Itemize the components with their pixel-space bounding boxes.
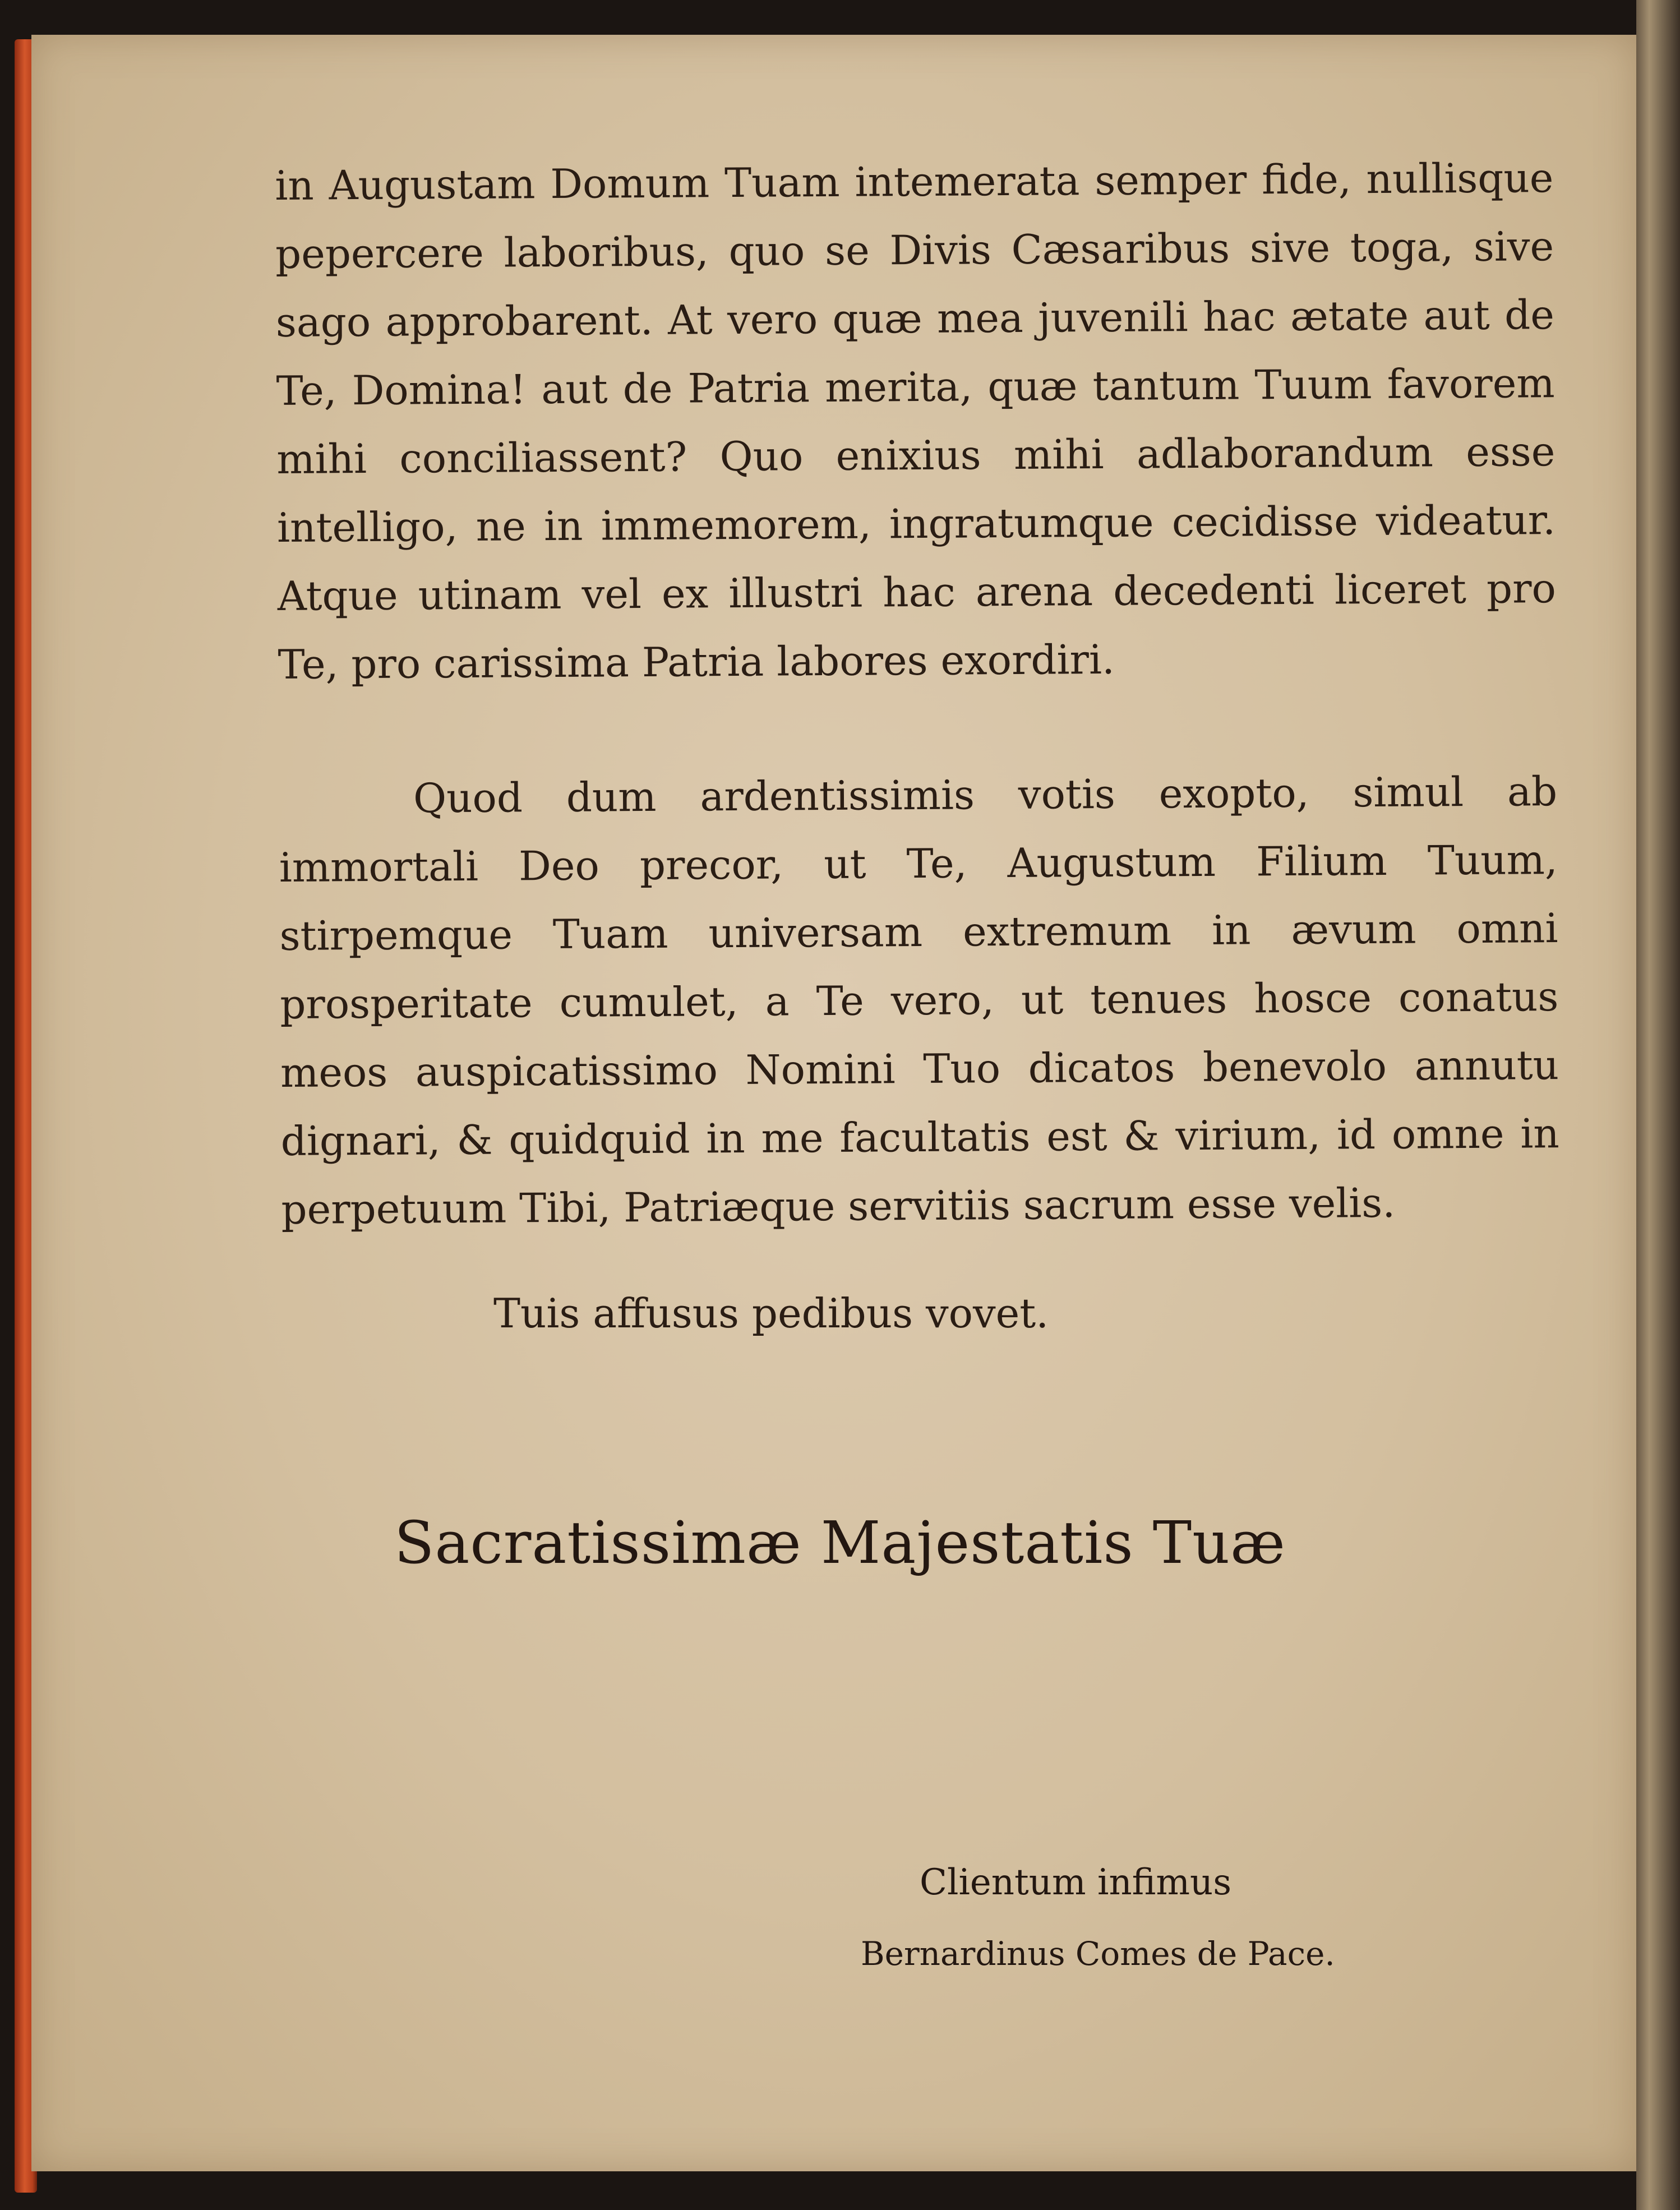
majesty-heading: Sacratissimæ Majestatis Tuæ	[394, 1508, 1286, 1577]
paragraph-2: Quod dum ardentissimis votis exopto, simul ab immortali Deo precor, ut Te, Augustum Filium Tuum, stirpemque Tuam universam extremum in ævum omni prosperitate cumulet, a Te vero, ut tenues hosce conatus meos auspicatissimo Nomini Tuo dicatos benevolo annutu dignari, & quidquid in me facultatis est & virium, id omne in perpetuum Tibi, Patriæque servitiis sacrum esse velis.	[279, 768, 1559, 1233]
next-leaf-edge	[1636, 0, 1680, 2210]
body-text	[275, 144, 1560, 1244]
salutation: Tuis affusus pedibus vovet.	[493, 1290, 1049, 1337]
signature: Bernardinus Comes de Pace.	[861, 1935, 1335, 1973]
paragraph-1: in Augustam Domum Tuam intemerata semper fide, nullisque pepercere laboribus, quo se Divis Cæsaribus sive toga, sive sago approbarent. At vero quæ mea juvenili hac ætate aut de Te, Domina! aut de Patria merita, quæ tantum Tuum favorem mihi conciliassent? Quo enixius mihi adlaborandum esse intelligo, ne in immemorem, ingratumque cecidisse videatur. Atque utinam vel ex illustri hac arena decedenti liceret pro Te, pro carissima Patria labores exordiri.	[275, 154, 1557, 688]
client-line: Clientum infimus	[920, 1862, 1232, 1903]
